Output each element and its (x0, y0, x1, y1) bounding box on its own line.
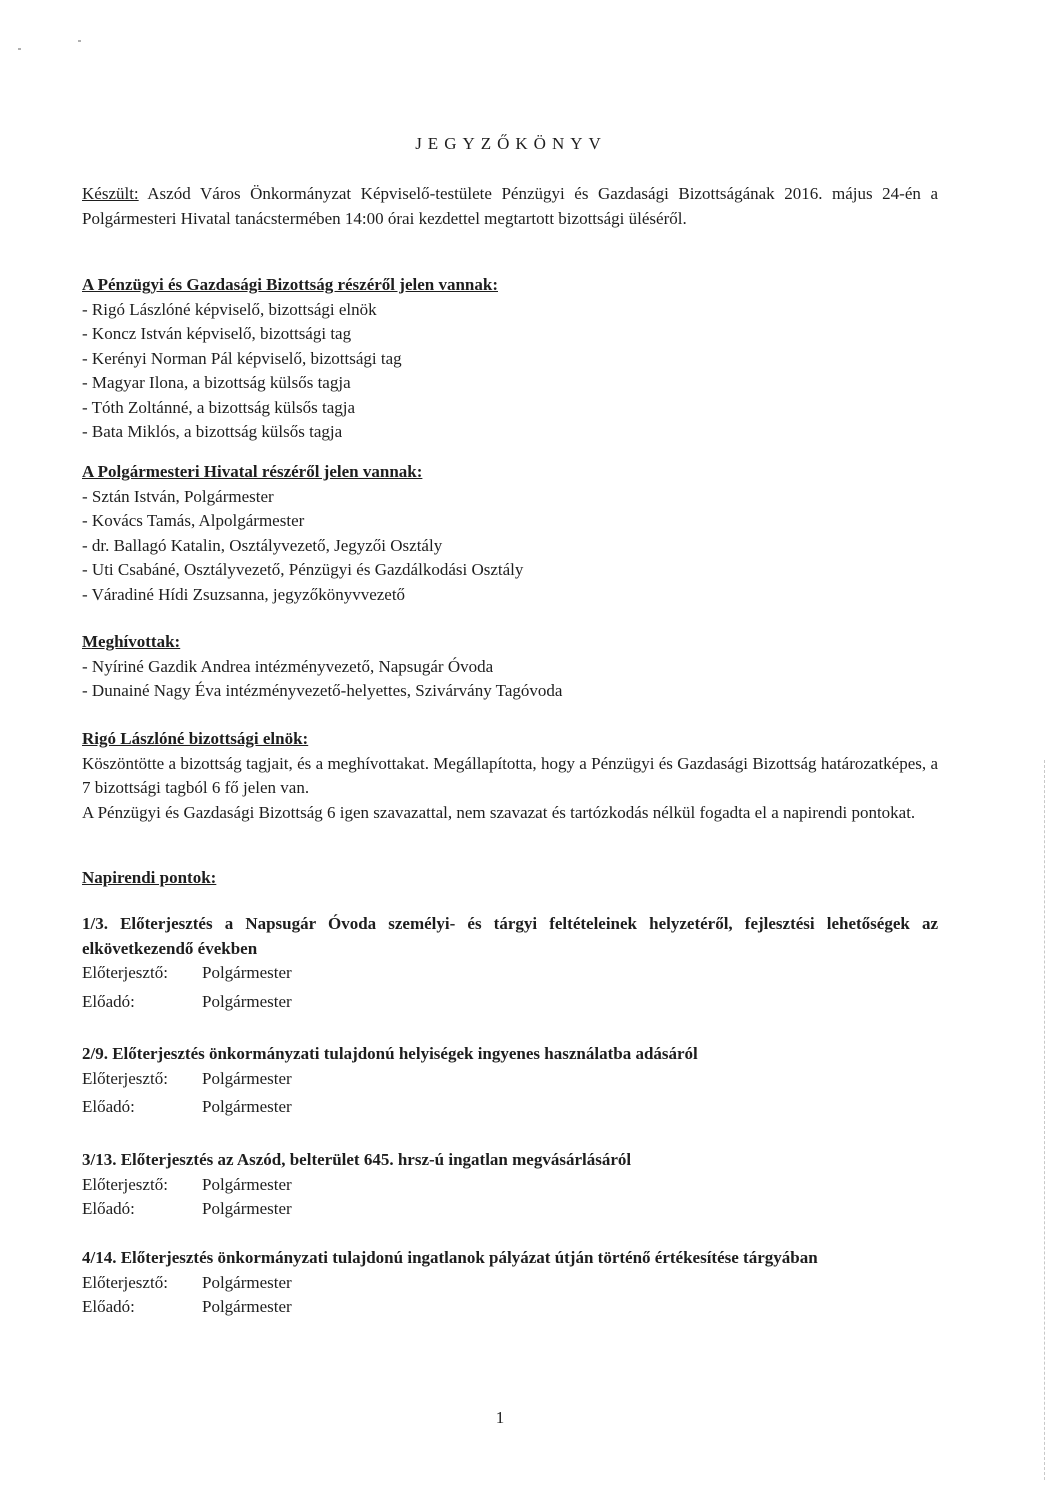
list-item: - Magyar Ilona, a bizottság külsős tagja (82, 373, 351, 392)
scan-speck (78, 40, 81, 42)
presenter-value: Polgármester (202, 1199, 292, 1218)
list-item: - Kovács Tamás, Alpolgármester (82, 511, 305, 530)
submitter-label: Előterjesztő: (82, 1068, 168, 1088)
submitter-value: Polgármester (202, 1174, 292, 1194)
agenda-submitter-row (82, 1173, 938, 1198)
chair-heading: Rigó Lászlóné bizottsági elnök: (82, 729, 309, 748)
list-item: - Dunainé Nagy Éva intézményvezető-helyettes, Szivárvány Tagóvoda (82, 681, 563, 700)
office-heading: A Polgármesteri Hivatal részéről jelen vannak: (82, 462, 423, 481)
agenda-heading: Napirendi pontok: (82, 868, 217, 887)
presenter-value: Polgármester (202, 1097, 292, 1116)
agenda-submitter-row (82, 1271, 938, 1296)
submitter-value: Polgármester (202, 963, 292, 982)
scan-speck (18, 48, 21, 50)
agenda-item-title: 1/3. Előterjesztés a Napsugár Óvoda személyi- és tárgyi feltételeinek helyzetéről, fejlesztési lehetőségek az elkövetkezendő években (82, 914, 938, 958)
office-section (82, 460, 938, 607)
submitter-value: Polgármester (202, 1272, 292, 1292)
list-item: - Bata Miklós, a bizottság külsős tagja (82, 422, 343, 441)
list-item: - Sztán István, Polgármester (82, 486, 274, 506)
submitter-label: Előterjesztő: (82, 1272, 168, 1292)
intro-text: Aszód Város Önkormányzat Képviselő-testülete Pénzügyi és Gazdasági Bizottságának 2016. május 24-én a Polgármesteri Hivatal tanácstermében 14:00 órai kezdettel megtartott bizottsági üléséről. (82, 184, 938, 228)
agenda-item (82, 1246, 938, 1320)
list-item: - Uti Csabáné, Osztályvezető, Pénzügyi és Gazdálkodási Osztály (82, 560, 524, 579)
agenda-item-title: 3/13. Előterjesztés az Aszód, belterület 645. hrsz-ú ingatlan megvásárlásáról (82, 1150, 632, 1169)
submitter-label: Előterjesztő: (82, 963, 168, 982)
submitter-value: Polgármester (202, 1068, 292, 1088)
list-item: - Koncz István képviselő, bizottsági tag (82, 324, 352, 343)
list-item: - Rigó Lászlóné képviselő, bizottsági elnök (82, 299, 377, 319)
agenda-heading-block (82, 866, 938, 891)
chair-paragraph: A Pénzügyi és Gazdasági Bizottság 6 igen szavazattal, nem szavazat és tartózkodás nélkül fogadta el a napirendi pontokat. (82, 802, 916, 822)
committee-list (82, 298, 938, 445)
agenda-submitter-row (82, 961, 938, 986)
submitter-label: Előterjesztő: (82, 1174, 168, 1194)
invited-section (82, 630, 938, 704)
agenda-item (82, 1042, 938, 1120)
chair-paragraph: Köszöntötte a bizottság tagjait, és a meghívottakat. Megállapította, hogy a Pénzügyi és Gazdasági Bizottság határozatképes, a 7 bizottsági tagból 6 fő jelen van. (82, 753, 938, 797)
scan-edge-line (1044, 760, 1045, 1480)
office-list (82, 485, 938, 608)
agenda-presenter-row (82, 1295, 938, 1320)
list-item: - Váradiné Hídi Zsuzsanna, jegyzőkönyvvezető (82, 584, 406, 604)
agenda-presenter-row (82, 1095, 938, 1120)
presenter-label: Előadó: (82, 1199, 135, 1218)
page-number: 1 (495, 1408, 505, 1427)
intro-paragraph (82, 182, 938, 231)
invited-heading: Meghívottak: (82, 632, 181, 651)
presenter-label: Előadó: (82, 1297, 135, 1316)
list-item: - Kerényi Norman Pál képviselő, bizottsági tag (82, 348, 402, 368)
presenter-label: Előadó: (82, 1097, 135, 1116)
agenda-item (82, 912, 938, 1014)
agenda-item (82, 1148, 938, 1222)
list-item: - Nyíriné Gazdik Andrea intézményvezető, Napsugár Óvoda (82, 656, 494, 676)
document-title: JEGYZŐKÖNYV (415, 134, 607, 153)
invited-list (82, 655, 938, 704)
presenter-label: Előadó: (82, 991, 135, 1011)
agenda-item-title: 4/14. Előterjesztés önkormányzati tulajdonú ingatlanok pályázat útján történő értékesítése tárgyában (82, 1248, 818, 1267)
presenter-value: Polgármester (202, 991, 292, 1011)
agenda-item-title: 2/9. Előterjesztés önkormányzati tulajdonú helyiségek ingyenes használatba adásáról (82, 1044, 698, 1063)
presenter-value: Polgármester (202, 1297, 292, 1316)
agenda-submitter-row (82, 1067, 938, 1092)
agenda-presenter-row (82, 1197, 938, 1222)
committee-heading: A Pénzügyi és Gazdasági Bizottság részéről jelen vannak: (82, 275, 498, 294)
agenda-presenter-row (82, 990, 938, 1015)
list-item: - dr. Ballagó Katalin, Osztályvezető, Jegyzői Osztály (82, 535, 443, 555)
committee-section (82, 273, 938, 445)
list-item: - Tóth Zoltánné, a bizottság külsős tagja (82, 397, 356, 417)
intro-label: Készült: (82, 184, 139, 203)
chair-section (82, 727, 938, 825)
